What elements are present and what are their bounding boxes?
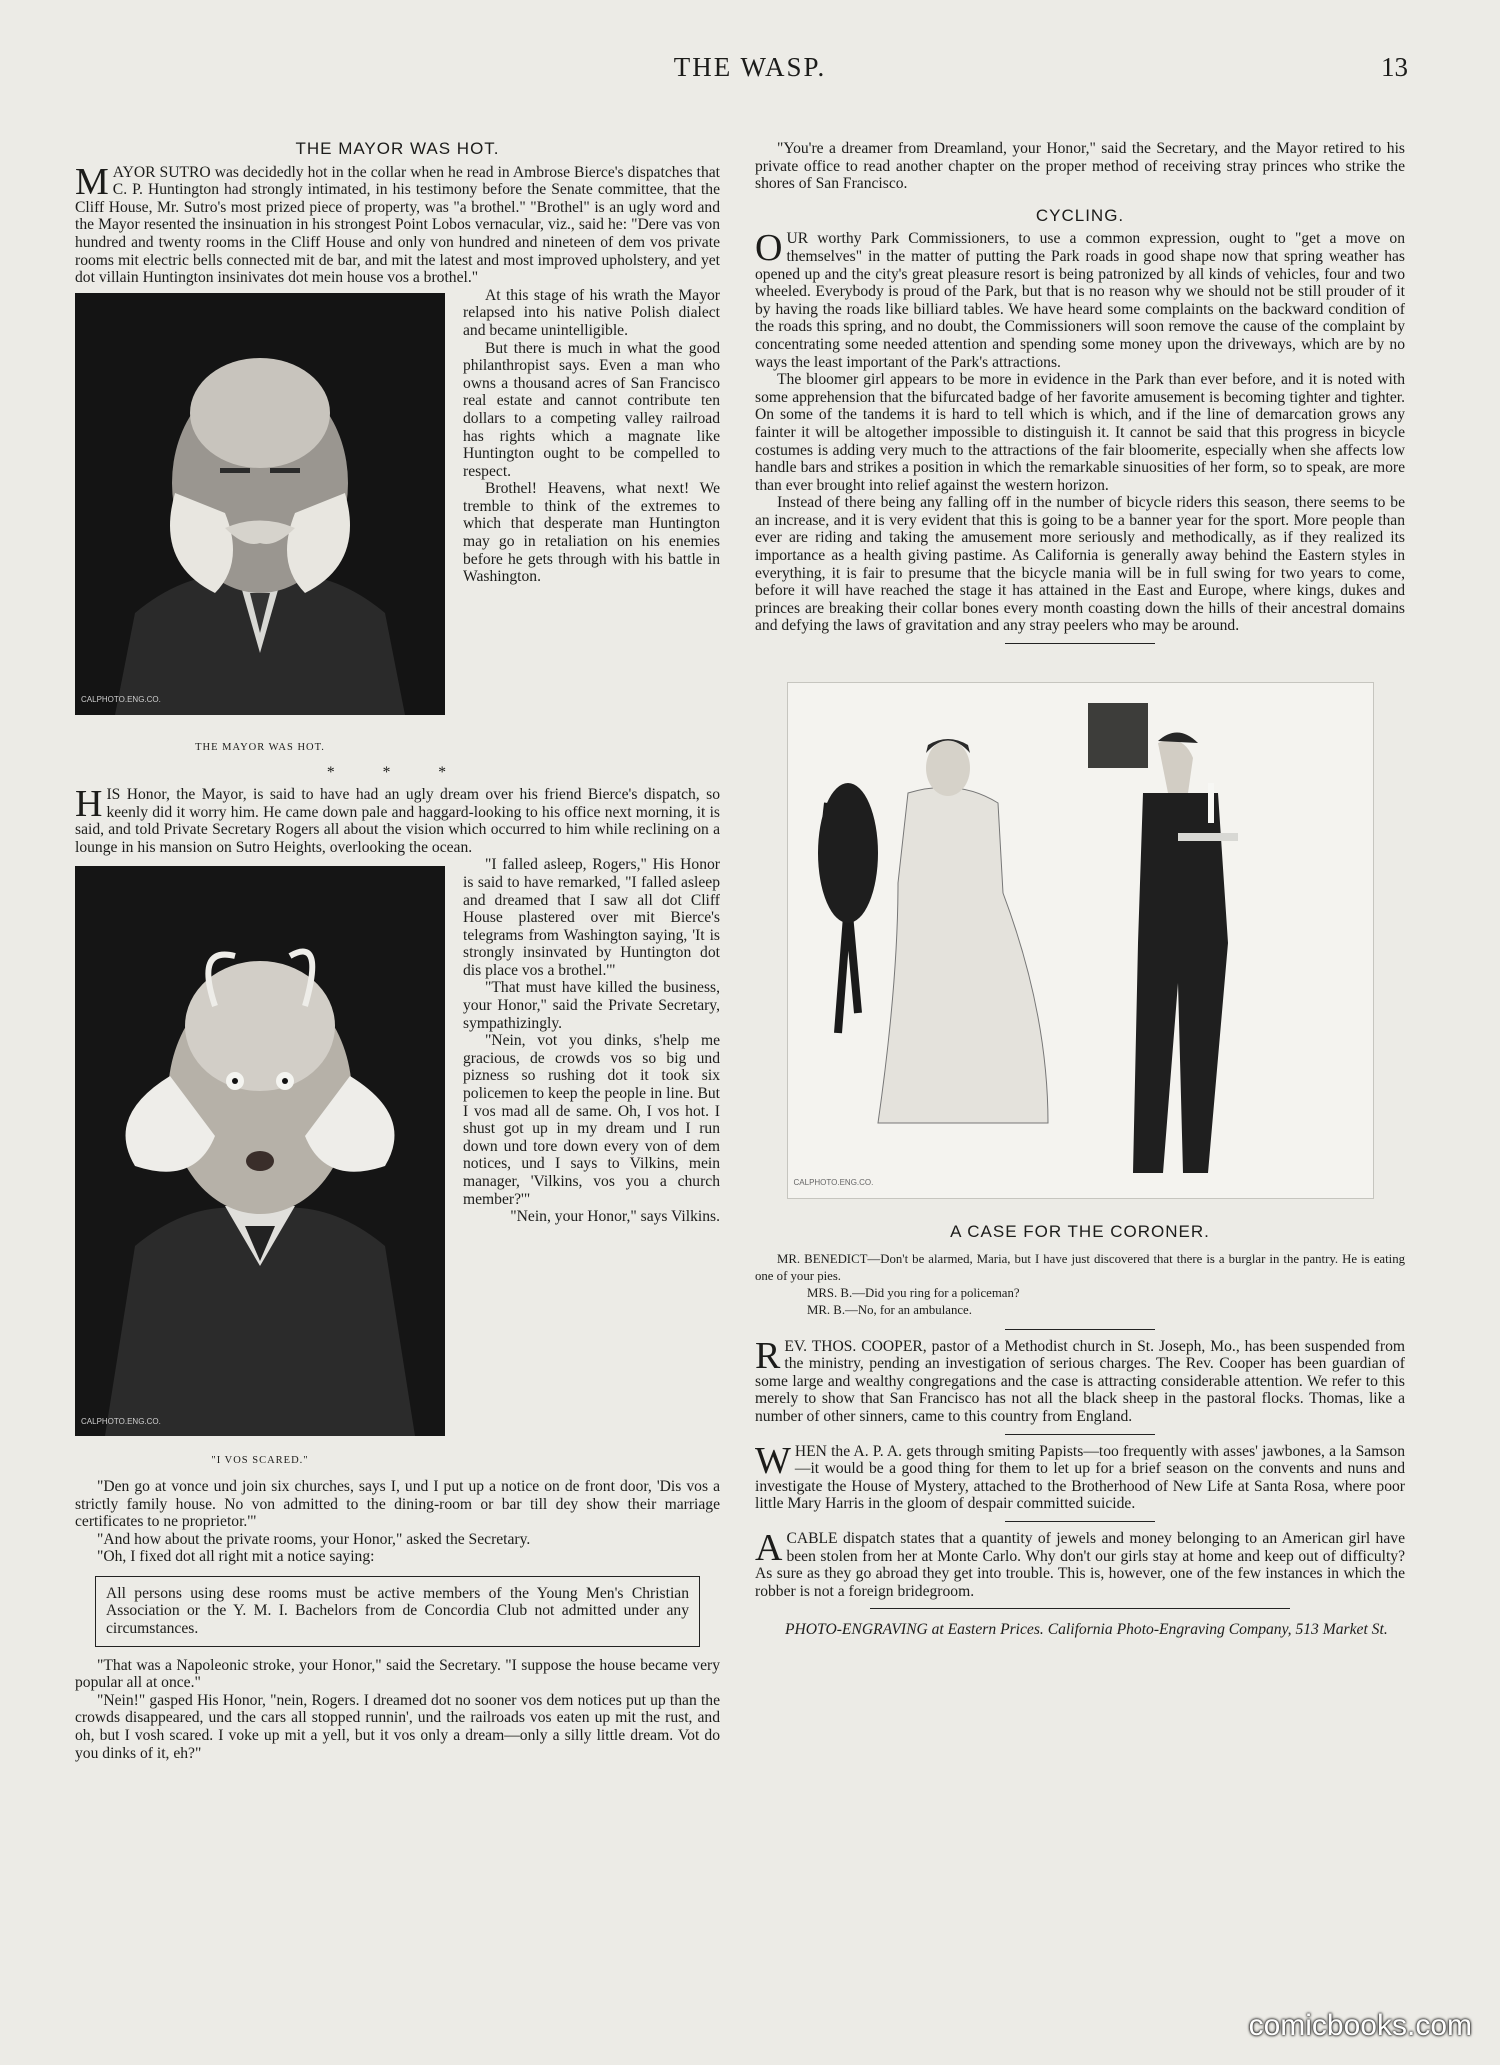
portrait-illustration xyxy=(75,293,445,715)
mayor-hot-figure xyxy=(75,293,445,757)
dream-article-paragraph: "Den go at vonce und join six churches, says I, und I put up a notice on de front door, 'Dis vos a strictly family house. No von admitted to the dining-room or bar till dey show their marriage certificates to ne proprietor.'" xyxy=(75,1477,720,1531)
cycling-title: CYCLING. xyxy=(1035,205,1125,225)
mayor-article-paragraph: But there is much in what the good philanthropist says. Even a man who owns a thousand acres of San Francisco real estate and cannot contribute ten dollars to a competing valley railroad has rights which a magnate like Huntington ought to be compelled to respect. xyxy=(463,339,720,480)
paragraph-text: UR worthy Park Commissioners, to use a common expression, ought to "get a move on themselves" in the matter of putting the Park roads in good shape now that spring weather has opened up and the city's great pleasure resort is being patronized by all kinds of vehicles, four and two wheeled. Everybody is proud of the Park, but that is no reason why we should not be still prouder of it by having the roads like billiard tables. We have heard some complaints on the backward condition of the roads this spring, and no doubt, the Commissioners will soon remove the cause of the complaint by concentrating some needed attention and spending some money upon the driveways, which are by no ways the least important of the Park's attractions. xyxy=(755,230,1405,371)
illustration-drawing xyxy=(788,683,1373,1198)
photo-credit: CALPHOTO.ENG.CO. xyxy=(81,695,161,705)
notice-box: All persons using dese rooms must be active members of the Young Men's Christian Association or the Y. M. I. Bachelors from de Concordia Club not admitted under any circumstances. xyxy=(95,1576,700,1647)
mayor-article-title: THE MAYOR WAS HOT. xyxy=(295,139,500,158)
divider xyxy=(1005,1521,1155,1522)
cycling-paragraph: Instead of there being any falling off in the number of bicycle riders this season, there seems to be an increase, and it is very evident that this is going to be a banner year for the sport. More people than ever are riding and taking the amusement more seriously and methodically, as if they realized its importance as a health giving pastime. As California is generally away behind the Eastern styles in everything, it is fair to presume that the bicycle mania will be in full swing for two years to come, before it will have reached the stage it has attained in the East and Europe, where kings, dukes and princes are breaking their collar bones every month coasting down the hills of their ancestral domains and defying the laws of gravitation and any stray peelers who may be around. xyxy=(755,494,1405,635)
cooper-item xyxy=(755,1334,1405,1426)
photo-caption: THE MAYOR WAS HOT. xyxy=(195,741,325,753)
mayor-scared-figure xyxy=(75,866,445,1470)
mayor-hot-photo xyxy=(75,293,445,715)
paragraph-text: CABLE dispatch states that a quantity of jewels and money belonging to an American girl have been stolen from her at Monte Carlo. Why don't our girls stay at home and keep out of difficulty? As sure as they go abroad they get into trouble. This is, however, one of the few instances in which the robber is not a foreign bridegroom. xyxy=(755,1529,1405,1600)
cable-item xyxy=(755,1526,1405,1600)
dream-article-paragraph: "And how about the private rooms, your Honor," asked the Secretary. xyxy=(97,1530,531,1548)
dream-article-paragraph: "You're a dreamer from Dreamland, your Honor," said the Secretary, and the Mayor retired to his private office to read another chapter on the proper method of receiving stray princes who strike the shores of San Francisco. xyxy=(755,140,1405,193)
illustration-credit: CALPHOTO.ENG.CO. xyxy=(793,1178,874,1188)
divider xyxy=(870,1608,1290,1609)
dream-article-paragraph: "That must have killed the business, your Honor," said the Private Secretary, sympathizingly. xyxy=(463,979,720,1032)
paragraph-text: AYOR SUTRO was decidedly hot in the collar when he read in Ambrose Bierce's dispatches that C. P. Huntington had strongly intimated, in his testimony before the Senate committee, that the Cliff House, Mr. Sutro's most prized piece of property, was "a brothel." "Brothel" is an ugly word and the Mayor resented the insinuation in his strongest Point Lobos vernacular, viz., said he: "Dere vas von hundred and twenty rooms in the Cliff House and only von hundred and nineteen of dem vos private rooms mit electric bells connected mit de bar, and mit the latest and most improved upholstery, and yet dot villain Huntington insinivates dot mein house vos a brothel." xyxy=(75,163,720,287)
paragraph-text: IS Honor, the Mayor, is said to have had an ugly dream over his friend Bierce's dispatch, so keenly did it worry him. He came down pale and haggard-looking to his office next morning, it is said, and told Private Secretary Rogers all about the vision which occurred to him while reclining on a lounge in his mansion on Sutro Heights, overlooking the ocean. xyxy=(75,785,720,856)
page-number: 13 xyxy=(1381,52,1408,82)
dream-article-paragraph: "That was a Napoleonic stroke, your Honor," said the Secretary. "I suppose the house became very popular all at once." xyxy=(75,1656,720,1692)
section-divider: * * * xyxy=(326,764,469,782)
photo-credit: CALPHOTO.ENG.CO. xyxy=(81,1416,161,1426)
paragraph-text: EV. THOS. COOPER, pastor of a Methodist church in St. Joseph, Mo., has been suspended from the ministry, pending an investigation of serious charges. The Rev. Cooper has been guardian of some large and wealthy congregations and the case is attracting considerable attention. We refer to this merely to show that San Francisco has not all the black sheep in the pastoral flocks. Thomas, like a number of other sinners, came to this country from England. xyxy=(755,1337,1405,1425)
left-column xyxy=(75,140,720,1762)
dream-article-paragraph: "Nein, vot you dinks, s'help me gracious, de crowds vos so big und pizness so rushing dot it took six policemen to keep the people in line. But I vos mad all de same. Oh, I vos hot. I shust got up in my dream und I run down und tore down every von of dem notices, und I says to Vilkins, mein manager, 'Vilkins, vos you a church member?'" xyxy=(463,1032,720,1208)
apa-item xyxy=(755,1439,1405,1513)
cycling-paragraph: The bloomer girl appears to be more in evidence in the Park than ever before, and it is noted with some apprehension that the bifurcated badge of her favorite amusement is becoming tighter and tighter. On some of the tandems it is hard to tell which is which, and if the line of demarcation grows any fainter it will be altogether impossible to distinguish it. It cannot be said that this progress in bicycle costumes is adding very much to the attractions of the fair bloomerite, especially when she affects low handle bars and strikes a position in which the remarkable sinuosities of her form, so to speak, are more than ever brought into relief against the western horizon. xyxy=(755,371,1405,494)
dropcap: O xyxy=(755,227,783,270)
divider xyxy=(1005,1329,1155,1330)
dialogue-line: MR. BENEDICT—Don't be alarmed, Maria, but I have just discovered that there is a burglar in the pantry. He is eating one of your pies. xyxy=(755,1251,1405,1283)
mayor-article-paragraph: At this stage of his wrath the Mayor relapsed into his native Polish dialect and became unintelligible. xyxy=(463,286,720,339)
divider xyxy=(1005,643,1155,644)
mayor-article-paragraph: Brothel! Heavens, what next! We tremble to think of the extremes to which that desperate man Huntington may go in retaliation on his enemies before he gets through with his battle in Washington. xyxy=(463,480,720,586)
portrait-illustration xyxy=(75,866,445,1436)
cycling-paragraph xyxy=(755,227,1405,371)
divider xyxy=(1005,1434,1155,1435)
dream-article-paragraph: "Oh, I fixed dot all right mit a notice saying: xyxy=(97,1548,375,1566)
dialogue-line: MRS. B.—Did you ring for a policeman? xyxy=(807,1285,1020,1300)
dialogue-line: MR. B.—No, for an ambulance. xyxy=(807,1302,972,1317)
masthead: THE WASP. xyxy=(673,52,827,82)
dropcap: A xyxy=(755,1526,783,1569)
coroner-title: A CASE FOR THE CORONER. xyxy=(950,1222,1210,1242)
dropcap: W xyxy=(755,1439,791,1482)
mayor-scared-photo xyxy=(75,866,445,1436)
photo-caption: "I VOS SCARED." xyxy=(211,1455,309,1467)
dropcap: R xyxy=(755,1334,781,1377)
dream-article-paragraph: "Nein!" gasped His Honor, "nein, Rogers. I dreamed dot no sooner vos dem notices put up than the crowds disappeared, und the cars all stopped runnin', und the railroads vos eaten up mit the rust, and oh, but I vosh scared. I voke up mit a yell, but it vos only a dream—only a silly little dream. Vot do you dinks of it, eh?" xyxy=(75,1691,720,1762)
mayor-article-paragraph xyxy=(75,160,720,287)
dream-article-paragraph: "Nein, your Honor," says Vilkins. xyxy=(510,1208,720,1226)
paragraph-text: HEN the A. P. A. gets through smiting Papists—too frequently with asses' jawbones, a la Samson—it would be a good thing for them to let up for a brief season on the convents and nuns and investigate the House of Mystery, attached to the Brotherhood of New Life at Santa Rosa, where poor little Mary Harris in the gloom of despair committed suicide. xyxy=(755,1442,1405,1513)
coroner-illustration xyxy=(787,682,1374,1199)
dream-article-paragraph xyxy=(75,782,720,856)
dropcap: H xyxy=(75,782,103,825)
dream-article-paragraph: "I falled asleep, Rogers," His Honor is said to have remarked, "I falled asleep and dreamed that I saw all dot Cliff House plastered over mit Bierce's telegrams from Washington saying, 'It is strongly insinvated by Huntington dot dis place vos a brothel.'" xyxy=(463,856,720,979)
dropcap: M xyxy=(75,160,109,203)
watermark: comicbooks.com xyxy=(1248,2009,1472,2042)
right-column xyxy=(755,140,1405,1639)
photo-engraving-advertisement: PHOTO-ENGRAVING at Eastern Prices. California Photo-Engraving Company, 513 Market St. xyxy=(785,1621,1388,1639)
